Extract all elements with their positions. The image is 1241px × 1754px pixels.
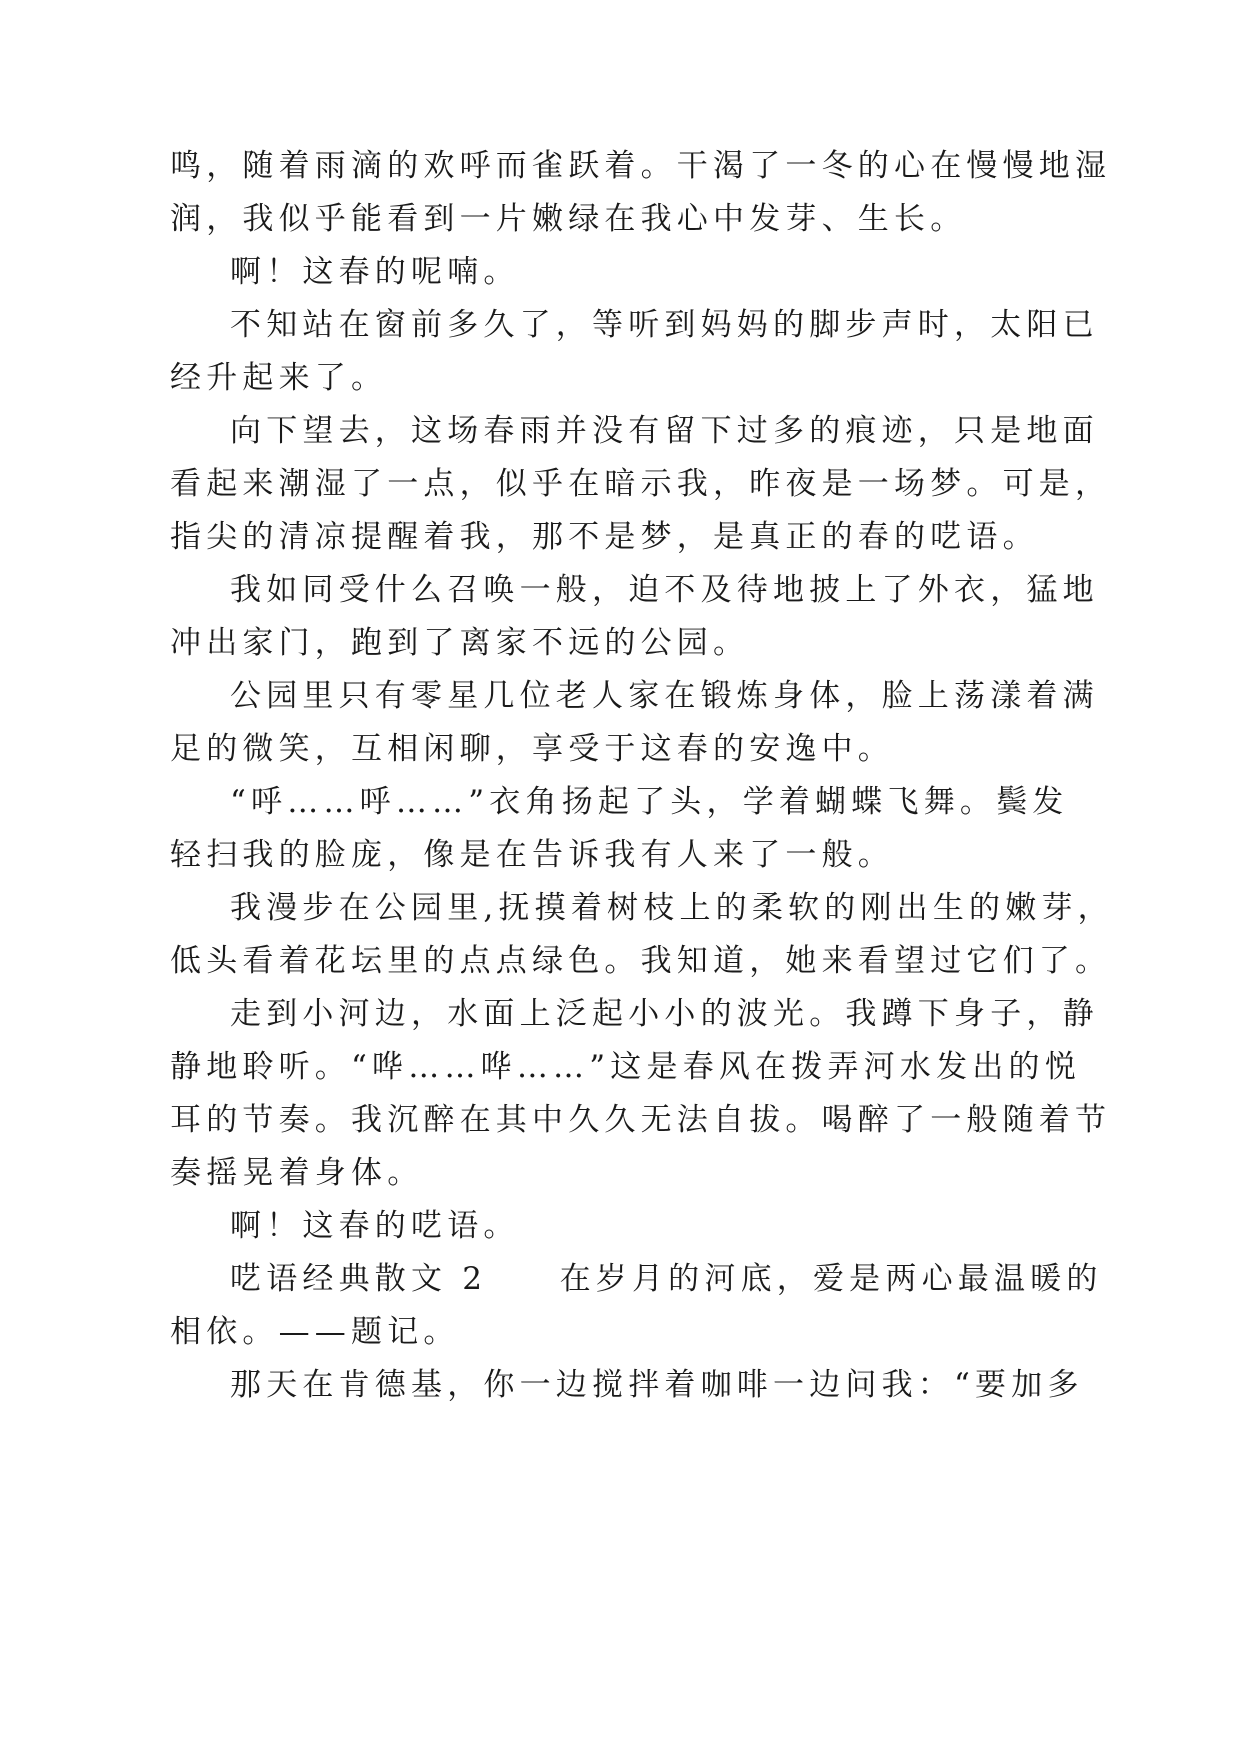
text-line: 不知站在窗前多久了，等听到妈妈的脚步声时，太阳已 [230, 307, 1099, 343]
text-line: 我如同受什么召唤一般，迫不及待地披上了外衣，猛地 [230, 572, 1099, 608]
text-line: 轻扫我的脸庞，像是在告诉我有人来了一般。 [170, 837, 894, 873]
text-line: 向下望去，这场春雨并没有留下过多的痕迹，只是地面 [230, 413, 1099, 449]
text-line: 呓语经典散文 2 在岁月的河底，爱是两心最温暖的 [230, 1261, 1103, 1297]
text-line: “呼……呼……”衣角扬起了头，学着蝴蝶飞舞。鬓发 [230, 784, 1069, 820]
text-line: 静地聆听。“哗……哗……”这是春风在拨弄河水发出的悦 [170, 1049, 1081, 1085]
text-line: 奏摇晃着身体。 [170, 1155, 424, 1191]
text-line: 啊！这春的呓语。 [230, 1208, 520, 1244]
text-line: 鸣，随着雨滴的欢呼而雀跃着。干渴了一冬的心在慢慢地湿 [170, 148, 1112, 184]
text-line: 润，我似乎能看到一片嫩绿在我心中发芽、生长。 [170, 201, 967, 237]
text-line: 冲出家门，跑到了离家不远的公园。 [170, 625, 750, 661]
text-line: 足的微笑，互相闲聊，享受于这春的安逸中。 [170, 731, 894, 767]
text-line: 相依。——题记。 [170, 1314, 460, 1350]
text-line: 我漫步在公园里,抚摸着树枝上的柔软的刚出生的嫩芽， [230, 890, 1114, 926]
text-line: 公园里只有零星几位老人家在锻炼身体，脸上荡漾着满 [230, 678, 1099, 714]
text-line: 那天在肯德基，你一边搅拌着咖啡一边问我：“要加多 [230, 1367, 1084, 1403]
text-line: 指尖的清凉提醒着我，那不是梦，是真正的春的呓语。 [170, 519, 1039, 555]
text-line: 走到小河边，水面上泛起小小的波光。我蹲下身子，静 [230, 996, 1099, 1032]
text-line: 低头看着花坛里的点点绿色。我知道，她来看望过它们了。 [170, 943, 1112, 979]
text-line: 耳的节奏。我沉醉在其中久久无法自拔。喝醉了一般随着节 [170, 1102, 1112, 1138]
text-line: 啊！这春的呢喃。 [230, 254, 520, 290]
text-line: 经升起来了。 [170, 360, 388, 396]
text-line: 看起来潮湿了一点，似乎在暗示我，昨夜是一场梦。可是， [170, 466, 1112, 502]
